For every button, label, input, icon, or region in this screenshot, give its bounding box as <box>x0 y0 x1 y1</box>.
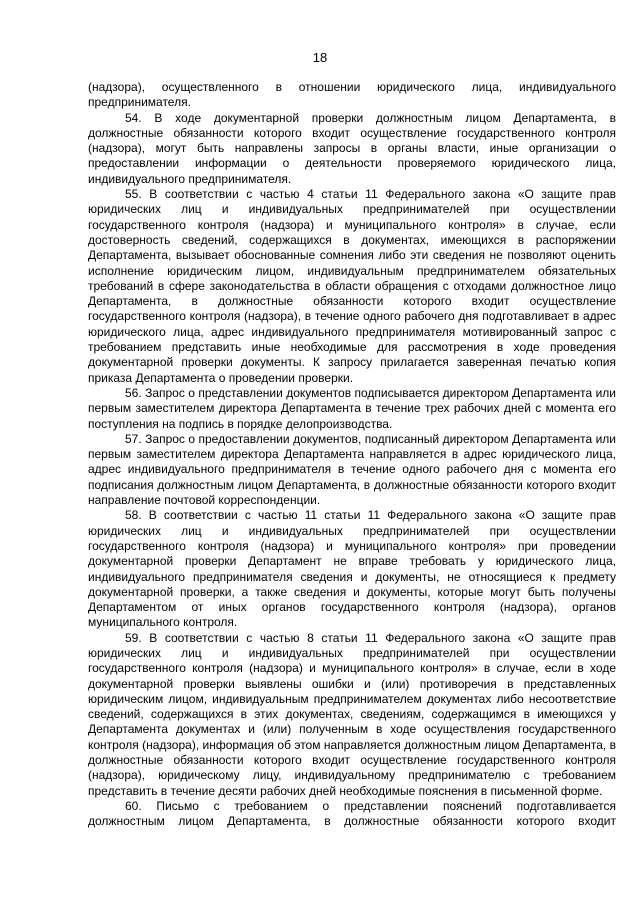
paragraph-54: 54. В ходе документарной проверки должностным лицом Департамента, в должностные обязанности которого входит осуществление государственного контроля (надзора), могут быть направлены запросы в органы власти, иные организации о предоставлении информации о деятельности проверяемого юридического лица, индивидуального предпринимателя. <box>88 110 616 186</box>
paragraph-60: 60. Письмо с требованием о представлении пояснений подготавливается должностным лицом Департамента, в должностные обязанности которого входит <box>88 798 616 829</box>
paragraph-59: 59. В соответствии с частью 8 статьи 11 Федерального закона «О защите прав юридических лиц и индивидуальных предпринимателей при осуществлении государственного контроля (надзора) и муниципального контроля» в случае, если в ходе документарной проверки выявлены ошибки и (или) противоречия в представленных юридическим лицом, индивидуальным предпринимателем документах либо несоответствие сведений, содержащихся в этих документах, сведениям, содержащимся в имеющихся у Департамента документах и (или) полученным в ходе осуществления государственного контроля (надзора), информация об этом направляется должностным лицом Департамента, в должностные обязанности которого входит осуществление государственного контроля (надзора), юридическому лицу, индивидуальному предпринимателю с требованием представить в течение десяти рабочих дней необходимые пояснения в письменной форме. <box>88 630 616 798</box>
paragraph-56: 56. Запрос о представлении документов подписывается директором Департамента или первым заместителем директора Департамента в течение трех рабочих дней с момента его поступления на подпись в порядке делопроизводства. <box>88 385 616 431</box>
paragraph-58: 58. В соответствии с частью 11 статьи 11 Федерального закона «О защите прав юридических лиц и индивидуальных предпринимателей при осуществлении государственного контроля (надзора) и муниципального контроля» при проведении документарной проверки Департамент не вправе требовать у юридического лица, индивидуального предпринимателя сведения и документы, не относящиеся к предмету документарной проверки, а также сведения и документы, которые могут быть получены Департаментом от иных органов государственного контроля (надзора), органов муниципального контроля. <box>88 508 616 630</box>
page-number: 18 <box>312 50 328 65</box>
paragraph-continuation: (надзора), осуществленного в отношении юридического лица, индивидуального предпринимателя. <box>88 80 616 110</box>
paragraph-55: 55. В соответствии с частью 4 статьи 11 Федерального закона «О защите прав юридических лиц и индивидуальных предпринимателей при осуществлении государственного контроля (надзора) и муниципального контроля» в случае, если достоверность сведений, содержащихся в документах, имеющихся в распоряжении Департамента, вызывает обоснованные сомнения либо эти сведения не позволяют оценить исполнение юридическим лицом, индивидуальным предпринимателем обязательных требований в сфере законодательства в области обращения с отходами должностное лицо Департамента, в должностные обязанности которого входит осуществление государственного контроля (надзора), в течение одного рабочего дня подготавливает в адрес юридического лица, адрес индивидуального предпринимателя мотивированный запрос с требованием представить иные необходимые для рассмотрения в ходе проведения документарной проверки документы. К запросу прилагается заверенная печатью копия приказа Департамента о проведении проверки. <box>88 187 616 385</box>
document-body <box>88 80 616 830</box>
paragraph-57: 57. Запрос о предоставлении документов, подписанный директором Департамента или первым заместителем директора Департамента направляется в адрес юридического лица, адрес индивидуального предпринимателя в течение одного рабочего дня с момента его подписания должностным лицом Департамента, в должностные обязанности которого входит направление почтовой корреспонденции. <box>88 431 616 508</box>
